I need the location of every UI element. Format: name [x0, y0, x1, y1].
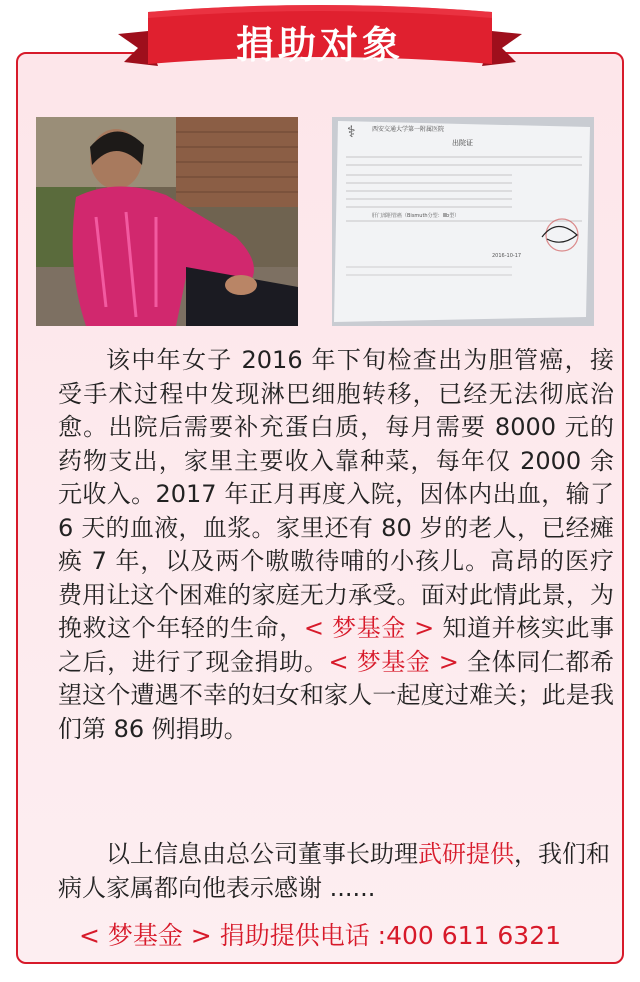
case-story	[58, 344, 614, 746]
story-text-2: 知道并核实此事之后，进行了现金捐助。	[58, 614, 614, 676]
svg-text:⚕: ⚕	[347, 122, 356, 141]
cert-diagnosis: 肝门部胆管癌（Bismuth分型：Ⅲb型）	[372, 213, 460, 219]
thanks-text-1: 以上信息由总公司董事长助理	[106, 840, 418, 868]
banner-title: 捐助对象	[235, 23, 404, 67]
cert-title: 出院证	[452, 139, 473, 147]
provider-name: 武研提供	[418, 840, 514, 868]
discharge-certificate-photo	[332, 117, 594, 326]
brand-name: < 梦基金 >	[303, 614, 435, 642]
thanks-text-2: ，我们和病人家属都向他表示感谢 ......	[58, 840, 610, 902]
patient-photo	[36, 117, 298, 326]
story-text-3: 全体同仁都希望这个遭遇不幸的妇女和家人一起度过难关；此是我们第 86 例捐助。	[58, 647, 614, 743]
title-banner	[118, 4, 522, 84]
story-text-1: 该中年女子 2016 年下旬检查出为胆管癌，接受手术过程中发现淋巴细胞转移，已经无法彻底治愈。出院后需要补充蛋白质，每月需要 8000 元的药物支出，家里主要收入靠种菜，每年仅 2000 余元收入。2017 年正月再度入院，因体内出血，输了 6 天的血液，血浆。家里还有 80 岁的老人，已经瘫痪 7 年，以及两个嗷嗷待哺的小孩儿。高昂的医疗费用让这个困难的家庭无力承受。面对此情此景，为挽救这个年轻的生命，	[58, 346, 614, 642]
donation-hotline: < 梦基金 > 捐助提供电话 :400 611 6321	[78, 921, 562, 950]
thanks-note	[58, 838, 614, 905]
brand-name: < 梦基金 >	[328, 647, 459, 676]
cert-hospital: 西安交通大学第一附属医院	[372, 126, 445, 133]
cert-date: 2016-10-17	[492, 253, 522, 259]
